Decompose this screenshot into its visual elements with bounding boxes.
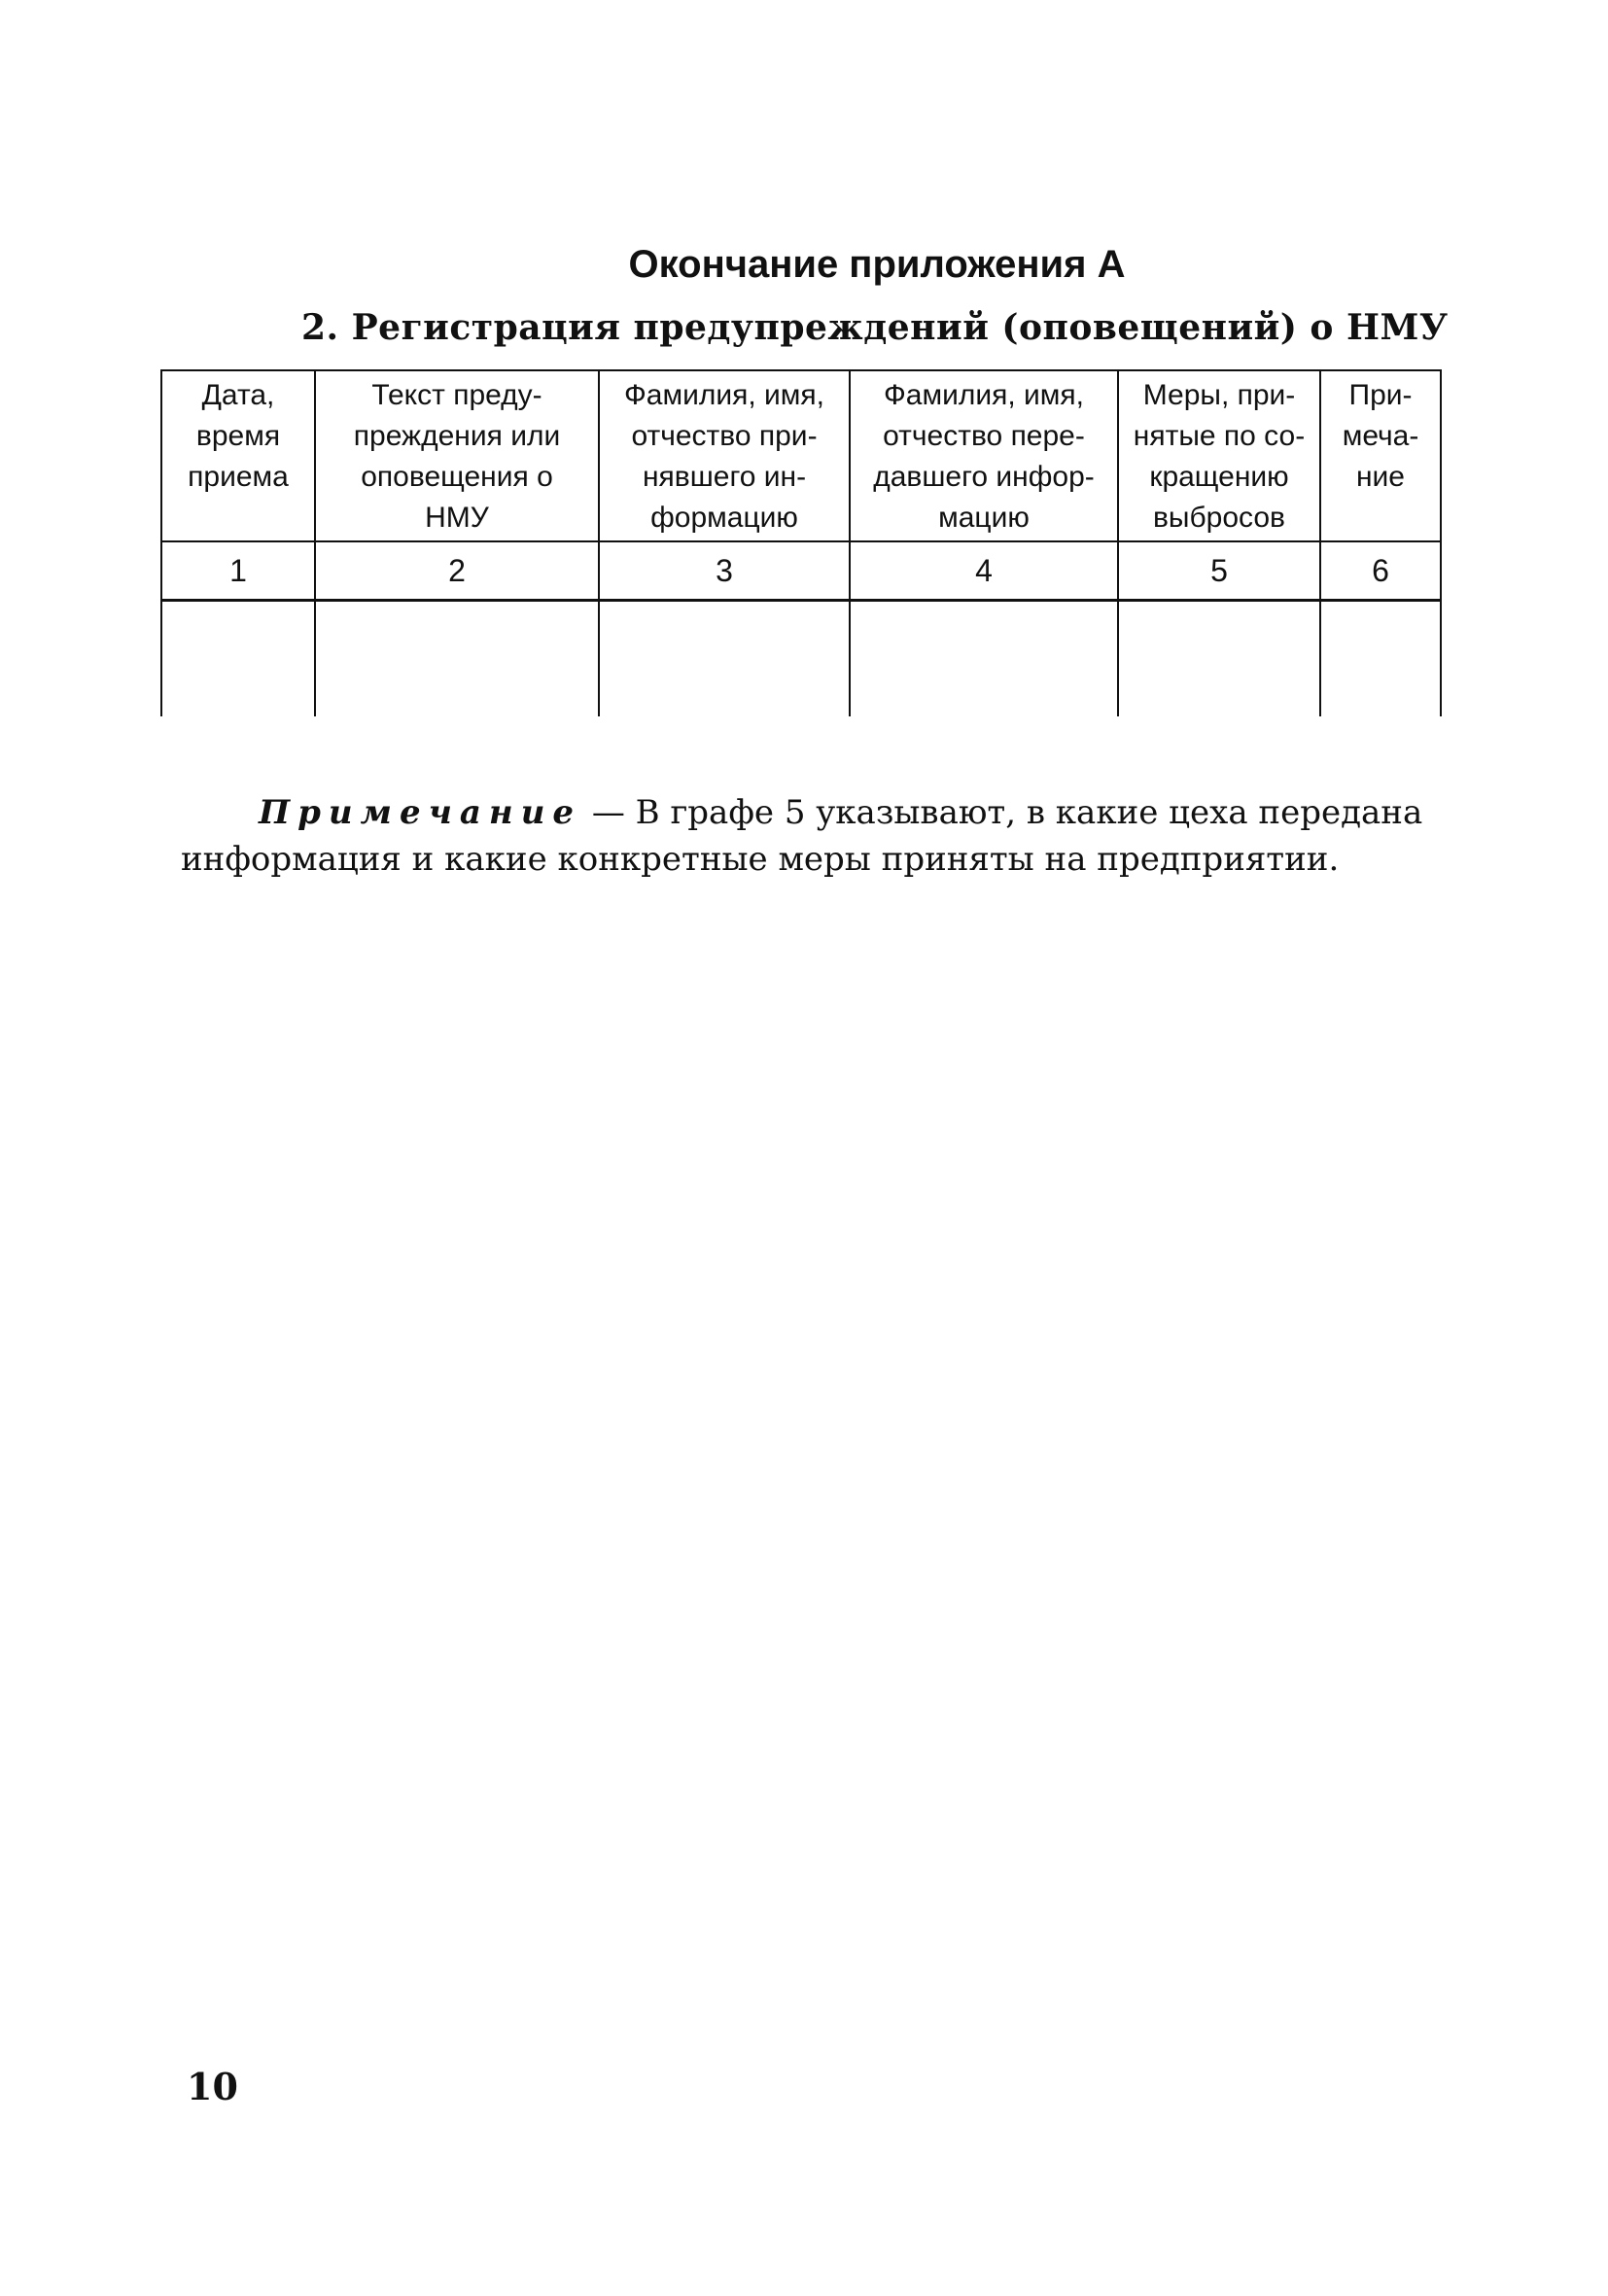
column-number: 5 — [1118, 541, 1320, 601]
header-sender-name: Фамилия, имя, отчество пере- давшего инфор- мацию — [850, 370, 1118, 541]
column-number: 4 — [850, 541, 1118, 601]
column-number: 1 — [161, 541, 315, 601]
header-receiver-name: Фамилия, имя, отчество при- нявшего ин- формацию — [599, 370, 850, 541]
section-title: 2. Регистрация предупреждений (оповещений) о НМУ — [301, 307, 1449, 348]
appendix-heading: Окончание приложения А — [628, 243, 1126, 286]
column-number: 3 — [599, 541, 850, 601]
note-text: В графе 5 указывают, в какие цеха передана информация и какие конкретные меры приняты на предприятии. — [181, 793, 1423, 879]
column-number-row — [161, 541, 1441, 601]
empty-cell — [161, 601, 315, 717]
header-measures: Меры, при- нятые по со- кращению выбросов — [1118, 370, 1320, 541]
header-warning-text: Текст преду- преждения или оповещения о НМУ — [315, 370, 599, 541]
page-number: 10 — [187, 2065, 238, 2108]
column-number: 6 — [1320, 541, 1441, 601]
header-remark: При- меча- ние — [1320, 370, 1441, 541]
note-dash: — — [581, 793, 636, 832]
column-number: 2 — [315, 541, 599, 601]
empty-cell — [850, 601, 1118, 717]
table-header-row — [161, 370, 1441, 541]
registration-table — [160, 369, 1442, 716]
note-label: Примечание — [259, 793, 582, 832]
note-paragraph — [181, 789, 1445, 883]
empty-cell — [1320, 601, 1441, 717]
empty-cell — [1118, 601, 1320, 717]
empty-entry-row — [161, 601, 1441, 717]
header-date-time: Дата, время приема — [161, 370, 315, 541]
empty-cell — [599, 601, 850, 717]
empty-cell — [315, 601, 599, 717]
